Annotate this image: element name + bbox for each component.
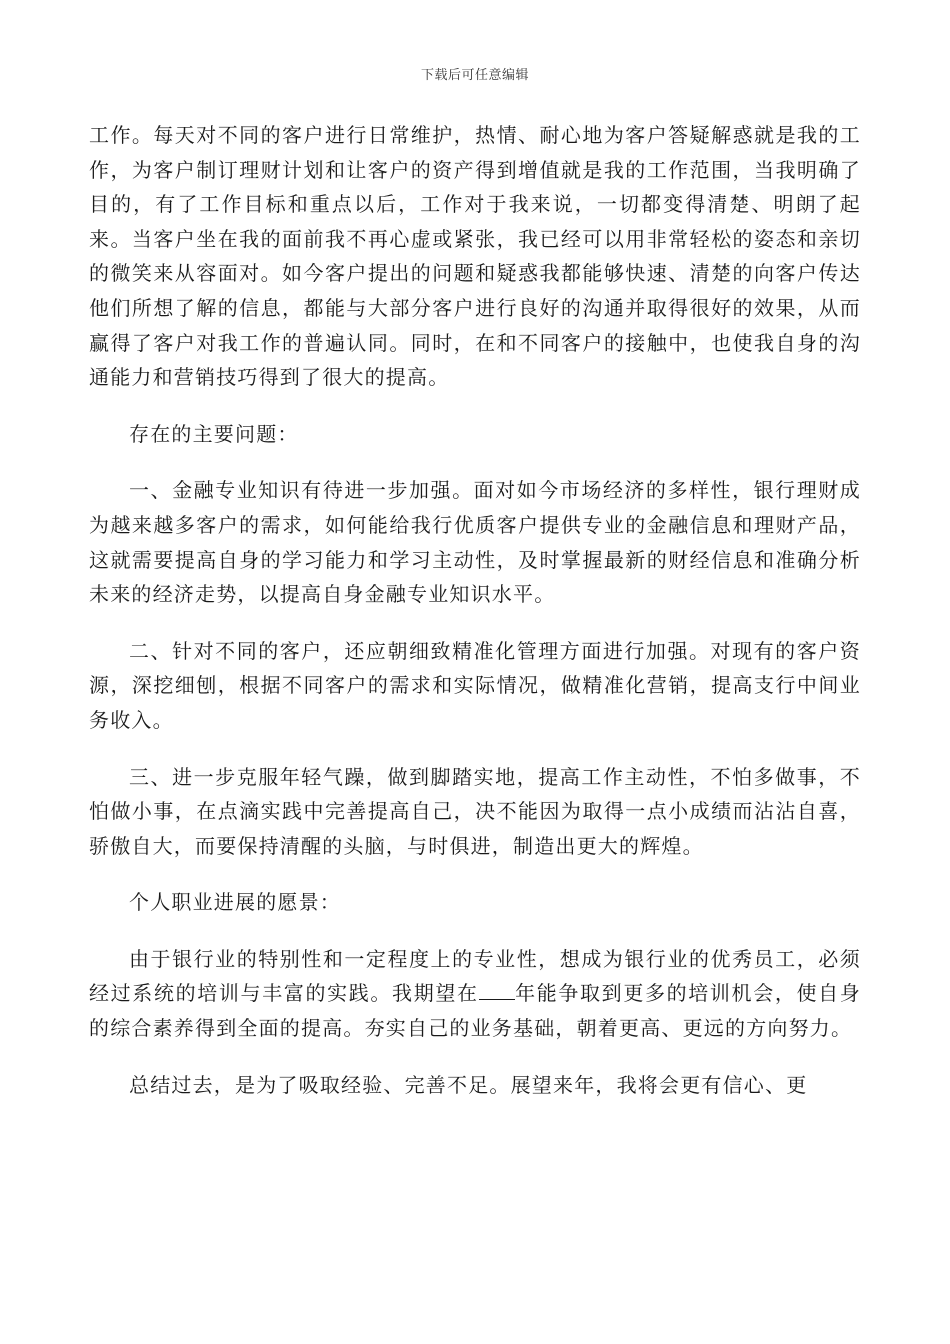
heading-career-vision: 个人职业进展的愿景：	[129, 890, 341, 915]
document-body	[89, 118, 861, 1124]
paragraph-work-description: 工作。每天对不同的客户进行日常维护，热情、耐心地为客户答疑解惑就是我的工作，为客户制订理财计划和让客户的资产得到增值就是我的工作范围，当我明确了目的，有了工作目标和重点以后，工作对于我来说，一切都变得清楚、明朗了起来。当客户坐在我的面前我不再心虚或紧张，我已经可以用非常轻松的姿态和亲切的微笑来从容面对。如今客户提出的问题和疑惑我都能够快速、清楚的向客户传达他们所想了解的信息，都能与大部分客户进行良好的沟通并取得很好的效果，从而赢得了客户对我工作的普遍认同。同时，在和不同客户的接触中，也使我自身的沟通能力和营销技巧得到了很大的提高。	[89, 123, 861, 390]
vision-text-before-blank: 由于银行业的特别性和一定程度上的专业性，想成为银行业的优秀员工，必须经过系统的培训与丰富的实践。我期望在	[89, 946, 861, 1006]
paragraph-problem-3: 三、进一步克服年轻气躁，做到脚踏实地，提高工作主动性，不怕多做事，不怕做小事，在点滴实践中完善提高自己，决不能因为取得一点小成绩而沾沾自喜，骄傲自大，而要保持清醒的头脑，与时俱进，制造出更大的辉煌。	[89, 764, 861, 858]
paragraph-problem-1: 一、金融专业知识有待进一步加强。面对如今市场经济的多样性，银行理财成为越来越多客户的需求，如何能给我行优质客户提供专业的金融信息和理财产品，这就需要提高自身的学习能力和学习主动性，及时掌握最新的财经信息和准确分析未来的经济走势，以提高自身金融专业知识水平。	[89, 478, 861, 607]
vision-text-after-blank: 年能争取到更多的培训机会，使自身的综合素养得到全面的提高。夯实自己的业务基础，朝着更高、更远的方向努力。	[89, 981, 861, 1041]
year-blank-line	[479, 981, 515, 1000]
paragraph-problem-2: 二、针对不同的客户，还应朝细致精准化管理方面进行加强。对现有的客户资源，深挖细刨，根据不同客户的需求和实际情况，做精准化营销，提高支行中间业务收入。	[89, 638, 861, 732]
heading-main-problems: 存在的主要问题：	[129, 421, 299, 446]
paragraph-summary: 总结过去，是为了吸取经验、完善不足。展望来年，我将会更有信心、更	[129, 1072, 808, 1097]
paragraph-career-vision	[89, 942, 861, 1046]
page-header-note: 下载后可任意编辑	[420, 68, 529, 83]
